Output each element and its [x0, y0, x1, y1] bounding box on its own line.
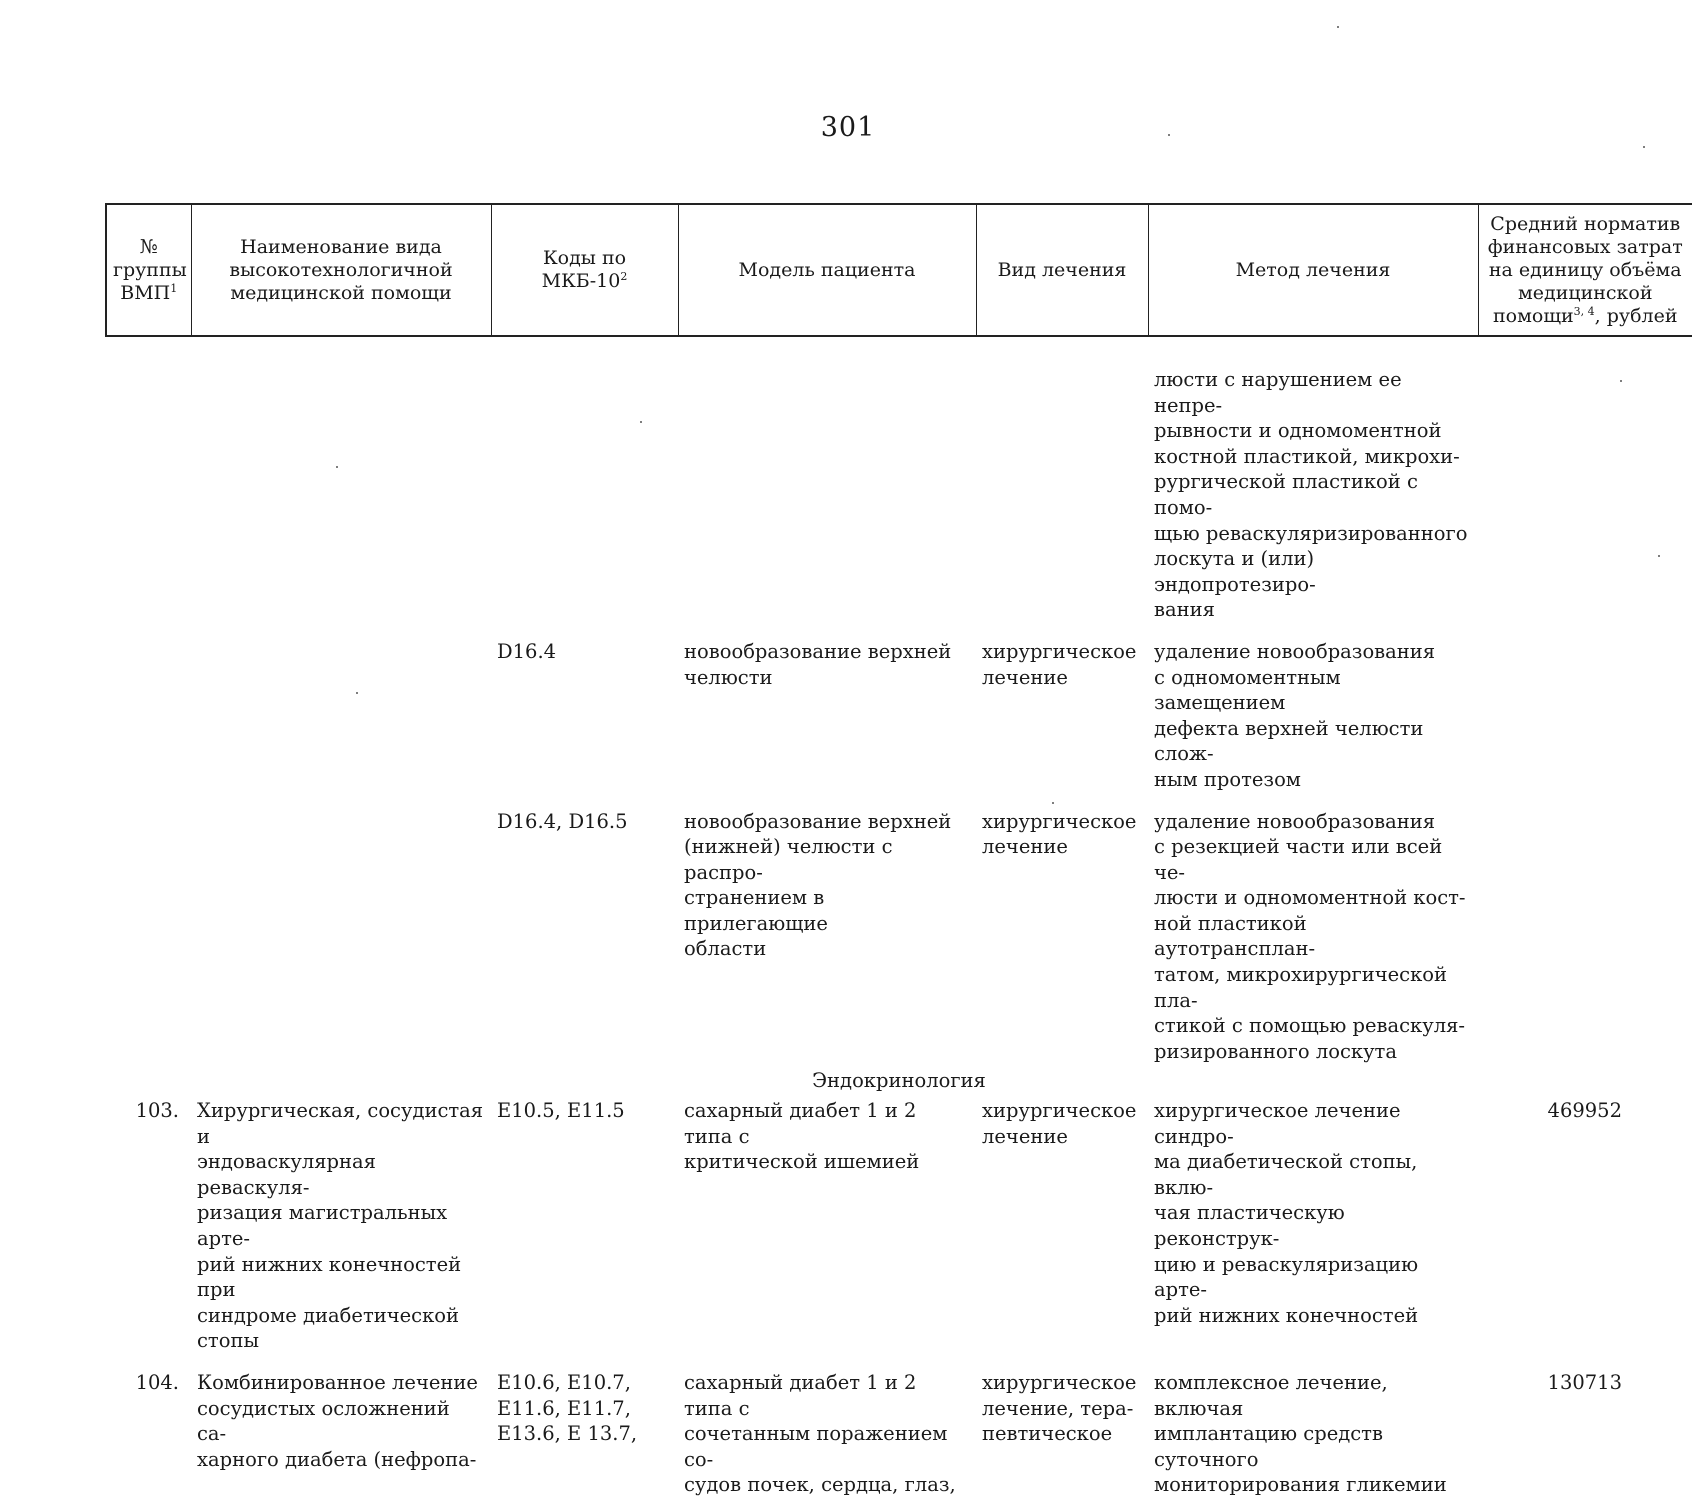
scan-speck: [1620, 380, 1622, 382]
scan-speck: [1337, 26, 1339, 28]
cell-treatment-method: удаление новообразования с одномоментным замещением дефекта верхней челюсти слож- ным протезом: [1154, 639, 1436, 791]
cell-icd-codes: E10.6, E10.7, E11.6, E11.7, E13.6, E 13.7,: [497, 1370, 638, 1446]
vmp-table-container: [105, 203, 1691, 1498]
cell-treatment-type: хирургическое лечение: [982, 809, 1137, 859]
header-care-name: Наименование вида высокотехнологичной медицинской помощи: [191, 204, 491, 336]
page-number: 301: [820, 112, 876, 143]
section-title: Эндокринология: [812, 1069, 986, 1093]
cell-average-cost: 130713: [1547, 1370, 1622, 1394]
cell-group-number: [106, 367, 191, 623]
scan-speck: [336, 466, 338, 468]
cell-treatment-type: хирургическое лечение, тера- певтическое: [982, 1370, 1137, 1446]
cell-icd-codes: E10.5, E11.5: [497, 1099, 625, 1123]
cell-treatment-type: [976, 367, 1148, 623]
table-row: [106, 793, 1692, 1065]
cell-patient-model: [678, 367, 976, 623]
header-group-number: № группы ВМП$^1$: [106, 204, 191, 336]
scan-speck: [1643, 146, 1645, 148]
cell-care-name: Хирургическая, сосудистая и эндоваскулярная реваскуля- ризация магистральных арте- рий нижних конечностей при синдроме диабетической стопы: [197, 1099, 484, 1353]
cell-treatment-type: хирургическое лечение: [982, 1099, 1137, 1148]
table-header: [106, 204, 1692, 336]
cell-group-number: [106, 793, 191, 1065]
scan-speck: [356, 692, 358, 694]
vmp-table: [105, 203, 1692, 1498]
scan-speck: [1168, 134, 1170, 136]
table-row: [106, 367, 1692, 623]
cell-patient-model: новообразование верхней (нижней) челюсти с распро- странением в прилегающие области: [684, 809, 952, 961]
cell-patient-model: сахарный диабет 1 и 2 типа с критической ишемией: [684, 1099, 920, 1174]
cell-care-name: Комбинированное лечение сосудистых осложнений са- харного диабета (нефропа-: [197, 1370, 478, 1471]
cell-group-number: 104.: [135, 1370, 179, 1394]
cell-icd-codes: D16.4: [497, 639, 557, 663]
table-row: [106, 1354, 1692, 1498]
table-row: [106, 1098, 1692, 1354]
cell-care-name: [191, 367, 491, 623]
cell-treatment-method: удаление новообразования с резекцией части или всей че- люсти и одномоментной кост- ной пластикой аутотрансплан- татом, микрохирургической пла- стикой с помощью реваскуля- ризированного лоскута: [1154, 809, 1466, 1063]
scan-speck: [1658, 555, 1660, 557]
scan-speck: [640, 421, 642, 423]
header-patient-model: Модель пациента: [678, 204, 976, 336]
cell-treatment-method: комплексное лечение, включая имплантацию средств суточного мониторирования гликемии: [1154, 1370, 1447, 1497]
cell-patient-model: сахарный диабет 1 и 2 типа с сочетанным поражением со- судов почек, сердца, глаз,: [684, 1370, 956, 1497]
cell-care-name: [191, 793, 491, 1065]
cell-patient-model: новообразование верхней челюсти: [684, 639, 952, 689]
cell-treatment-method: люсти с нарушением ее непре- рывности и одномоментной костной пластикой, микрохи- рургической пластикой с помо- щью реваскуляризированного лоскута и (или) эндопротезиро- вания: [1154, 368, 1468, 622]
cell-group-number: 103.: [135, 1099, 179, 1123]
cell-treatment-type: хирургическое лечение: [982, 639, 1137, 689]
header-average-cost: Средний норматив финансовых затрат на единицу объёма медицинской помощи$^{3, 4}$, рублей: [1478, 204, 1692, 336]
header-icd-codes: Коды по МКБ-$10^2$: [491, 204, 678, 336]
cell-average-cost: [1478, 367, 1692, 623]
cell-care-name: [191, 623, 491, 793]
cell-group-number: [106, 623, 191, 793]
cell-icd-codes: D16.4, D16.5: [497, 809, 628, 833]
cell-average-cost: [1478, 623, 1692, 793]
header-treatment-type: Вид лечения: [976, 204, 1148, 336]
cell-average-cost: 469952: [1547, 1099, 1622, 1123]
section-row: [106, 1064, 1692, 1098]
table-body: [106, 336, 1692, 1498]
cell-treatment-method: хирургическое лечение синдро- ма диабетической стопы, вклю- чая пластическую реконструк- цию и реваскуляризацию арте- рий нижних конечностей: [1154, 1099, 1419, 1327]
scan-speck: [1052, 802, 1054, 804]
cell-icd-codes: [491, 367, 678, 623]
cell-average-cost: [1478, 793, 1692, 1065]
table-row: [106, 623, 1692, 793]
header-treatment-method: Метод лечения: [1148, 204, 1478, 336]
